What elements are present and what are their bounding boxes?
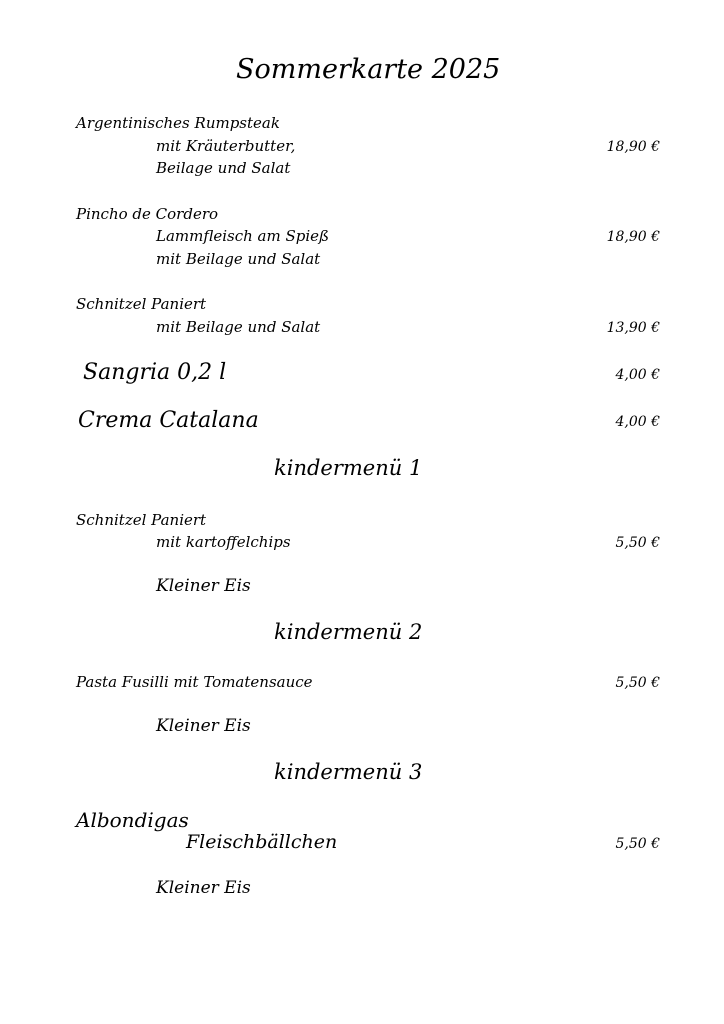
drink-name: Sangria 0,2 l [83, 360, 227, 385]
dish-description: mit Beilage und Salat [156, 318, 321, 336]
dish-price: 18,90 € [606, 229, 660, 245]
dish-description: mit Kräuterbutter, [156, 137, 296, 155]
kids-dessert: Kleiner Eis [156, 716, 251, 736]
dish-description: Lammfleisch am Spieß [156, 227, 330, 245]
kids-menu-heading: kindermenü 3 [274, 760, 423, 784]
dish-name: Argentinisches Rumpsteak [76, 114, 280, 132]
kids-dish-description: mit kartoffelchips [156, 533, 291, 551]
kids-dish-price: 5,50 € [615, 675, 660, 691]
dessert-name: Crema Catalana [78, 408, 259, 433]
kids-dish-price: 5,50 € [615, 535, 660, 551]
kids-dish-name: Pasta Fusilli mit Tomatensauce [76, 673, 313, 691]
dish-name: Schnitzel Paniert [76, 295, 207, 313]
page-title: Sommerkarte 2025 [236, 54, 501, 85]
dish-name: Pincho de Cordero [76, 205, 219, 223]
kids-dish-name: Schnitzel Paniert [76, 511, 207, 529]
kids-dish-price: 5,50 € [615, 836, 660, 852]
dish-price: 18,90 € [606, 139, 660, 155]
dish-price: 13,90 € [606, 320, 660, 336]
kids-dessert: Kleiner Eis [156, 576, 251, 596]
kids-dish-name: Albondigas [76, 808, 189, 832]
dessert-price: 4,00 € [615, 414, 660, 430]
kids-dessert: Kleiner Eis [156, 878, 251, 898]
dish-description: mit Beilage und Salat [156, 250, 321, 268]
dish-description: Beilage und Salat [156, 159, 291, 177]
drink-price: 4,00 € [615, 367, 660, 383]
kids-menu-heading: kindermenü 1 [274, 456, 423, 480]
kids-dish-description: Fleischbällchen [186, 831, 338, 853]
kids-menu-heading: kindermenü 2 [274, 620, 423, 644]
